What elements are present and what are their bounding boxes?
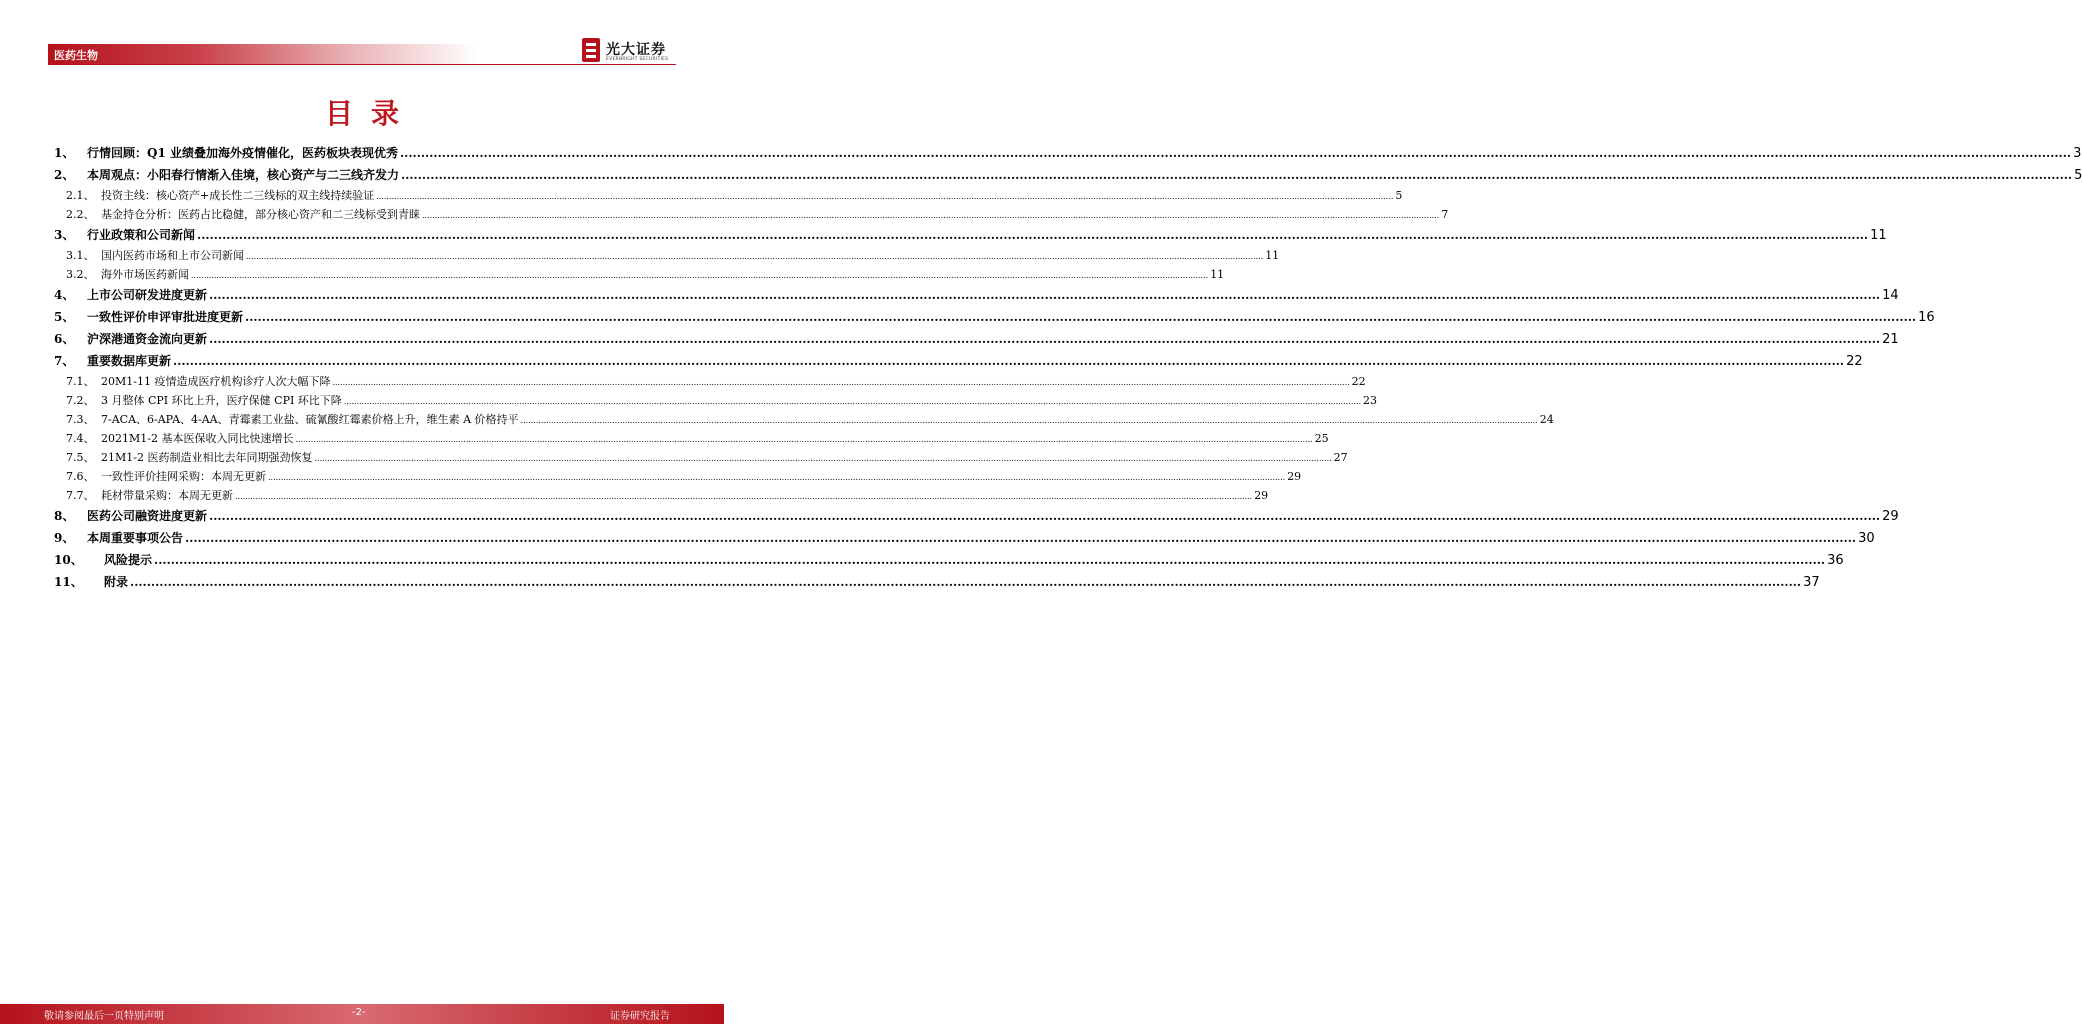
- toc-entry[interactable]: [54, 527, 1875, 549]
- toc-entry-page: 29: [1254, 489, 1269, 502]
- logo-mark-icon: [582, 38, 600, 62]
- toc-subentry[interactable]: [54, 486, 1269, 505]
- header-section-band: [48, 44, 478, 64]
- toc-entry[interactable]: [54, 505, 1899, 527]
- toc-entry-title: 一致性评价申评审批进度更新: [87, 310, 244, 324]
- toc-subentry[interactable]: [54, 372, 1366, 391]
- toc-dot-leader: ................................................................................................................................................................................................................................................................................................................................................................................................................: [209, 509, 1881, 523]
- toc-entry-title: 行业政策和公司新闻: [87, 228, 196, 242]
- toc-entry-page: 25: [1314, 432, 1329, 445]
- toc-entry-number: 3.2、: [66, 268, 95, 281]
- toc-entry-title: 海外市场医药新闻: [101, 268, 189, 281]
- toc-entry-number: 7.7、: [66, 489, 95, 502]
- toc-entry-page: 29: [1287, 470, 1302, 483]
- toc-entry-page: 21: [1882, 332, 1899, 347]
- toc-entry-page: 3: [2073, 146, 2082, 161]
- toc-entry-page: 5: [2074, 168, 2082, 183]
- toc-entry-title: 基金持仓分析：医药占比稳健，部分核心资产和二三线标受到青睐: [101, 208, 420, 221]
- toc-entry-page: 22: [1846, 354, 1863, 369]
- toc-dot-leader: ................................................................................................................................................................................................................................................................................................................................................................................................................: [332, 378, 1350, 387]
- toc-entry-page: 16: [1918, 310, 1935, 325]
- logo-english-name: EVERBRIGHT SECURITIES: [606, 57, 669, 62]
- toc-subentry[interactable]: [54, 205, 1449, 224]
- toc-dot-leader: ................................................................................................................................................................................................................................................................................................................................................................................................................: [246, 252, 1264, 261]
- toc-entry-number: 5、: [54, 310, 75, 324]
- page-title: 目录: [324, 97, 417, 130]
- toc-entry-title: 国内医药市场和上市公司新闻: [101, 249, 244, 262]
- toc-entry-page: 30: [1858, 531, 1875, 546]
- toc-entry-page: 24: [1539, 413, 1554, 426]
- toc-dot-leader: ................................................................................................................................................................................................................................................................................................................................................................................................................: [130, 575, 1802, 589]
- toc-entry[interactable]: [54, 284, 1899, 306]
- toc-entry[interactable]: [54, 306, 1935, 328]
- toc-entry-number: 7.3、: [66, 413, 95, 426]
- toc-entry-page: 36: [1827, 553, 1844, 568]
- toc-entry-number: 7.4、: [66, 432, 95, 445]
- toc-entry-page: 11: [1265, 249, 1280, 262]
- toc-entry-number: 7.5、: [66, 451, 95, 464]
- toc-entry-page: 11: [1210, 268, 1225, 281]
- toc-entry-number: 4、: [54, 288, 75, 302]
- header-divider: [48, 64, 676, 65]
- toc-subentry[interactable]: [54, 467, 1302, 486]
- toc-entry-title: 耗材带量采购：本周无更新: [101, 489, 233, 502]
- toc-entry-page: 14: [1882, 288, 1899, 303]
- footer-report-type: 证券研究报告: [610, 1011, 670, 1022]
- toc-entry-title: 一致性评价挂网采购：本周无更新: [101, 470, 266, 483]
- toc-dot-leader: ................................................................................................................................................................................................................................................................................................................................................................................................................: [401, 168, 2073, 182]
- toc-entry[interactable]: [54, 224, 1887, 246]
- toc-entry-number: 2、: [54, 168, 75, 182]
- toc-entry-number: 6、: [54, 332, 75, 346]
- toc-entry-title: 本周重要事项公告: [87, 531, 184, 545]
- toc-entry-title: 上市公司研发进度更新: [87, 288, 208, 302]
- toc-entry[interactable]: [54, 350, 1863, 372]
- footer-bar: [0, 1004, 724, 1024]
- toc-entry-number: 7.6、: [66, 470, 95, 483]
- toc-entry[interactable]: [54, 328, 1899, 350]
- footer-page-number: -2-: [352, 1007, 366, 1018]
- toc-entry-title: 20M1-11 疫情造成医疗机构诊疗人次大幅下降: [101, 375, 331, 388]
- toc-dot-leader: ................................................................................................................................................................................................................................................................................................................................................................................................................: [343, 397, 1361, 406]
- toc-entry-title: 医药公司融资进度更新: [87, 509, 208, 523]
- toc-entry-title: 行情回顾：Q1 业绩叠加海外疫情催化，医药板块表现优秀: [87, 146, 398, 160]
- toc-subentry[interactable]: [54, 429, 1329, 448]
- toc-dot-leader: ................................................................................................................................................................................................................................................................................................................................................................................................................: [314, 454, 1332, 463]
- toc-dot-leader: ................................................................................................................................................................................................................................................................................................................................................................................................................: [235, 492, 1253, 501]
- toc-dot-leader: ................................................................................................................................................................................................................................................................................................................................................................................................................: [197, 228, 1869, 242]
- toc-entry-title: 沪深港通资金流向更新: [87, 332, 208, 346]
- toc-entry[interactable]: [54, 549, 1844, 571]
- toc-entry-page: 11: [1870, 228, 1887, 243]
- toc-subentry[interactable]: [54, 391, 1377, 410]
- toc-entry-page: 5: [1395, 189, 1403, 202]
- toc-entry-page: 23: [1363, 394, 1377, 407]
- toc-entry-number: 1、: [54, 146, 75, 160]
- toc-entry-title: 7-ACA、6-APA、4-AA、青霉素工业盐、硫氰酸红霉素价格上升，维生素 A 价格持平: [101, 413, 519, 426]
- toc-dot-leader: ................................................................................................................................................................................................................................................................................................................................................................................................................: [376, 192, 1394, 201]
- toc-entry-number: 8、: [54, 509, 75, 523]
- toc-entry-number: 7、: [54, 354, 75, 368]
- toc-entry-title: 2021M1-2 基本医保收入同比快速增长: [101, 432, 294, 445]
- toc-subentry[interactable]: [54, 265, 1225, 284]
- toc-dot-leader: ................................................................................................................................................................................................................................................................................................................................................................................................................: [185, 531, 1857, 545]
- toc-entry-page: 7: [1441, 208, 1449, 221]
- toc-entry-number: 7.1、: [66, 375, 95, 388]
- toc-entry-page: 22: [1351, 375, 1366, 388]
- toc-dot-leader: ................................................................................................................................................................................................................................................................................................................................................................................................................: [268, 473, 1286, 482]
- toc-dot-leader: ................................................................................................................................................................................................................................................................................................................................................................................................................: [399, 146, 2072, 160]
- toc-entry-title: 21M1-2 医药制造业相比去年同期强劲恢复: [101, 451, 313, 464]
- toc-dot-leader: ................................................................................................................................................................................................................................................................................................................................................................................................................: [154, 553, 1826, 567]
- toc-entry-number: 9、: [54, 531, 75, 545]
- logo-chinese-name: 光大证券: [606, 42, 666, 58]
- header-section-label: 医药生物: [54, 49, 98, 62]
- company-logo: [582, 38, 678, 64]
- toc-entry-page: 29: [1882, 509, 1899, 524]
- toc-entry[interactable]: [54, 164, 2082, 186]
- toc-entry[interactable]: [54, 571, 1820, 593]
- footer-disclaimer: 敬请参阅最后一页特别声明: [44, 1011, 164, 1022]
- toc-subentry[interactable]: [54, 448, 1348, 467]
- toc-entry-title: 本周观点：小阳春行情渐入佳境，核心资产与二三线齐发力: [87, 168, 400, 182]
- table-of-contents: [54, 142, 2082, 593]
- toc-subentry[interactable]: [54, 246, 1280, 265]
- toc-dot-leader: ................................................................................................................................................................................................................................................................................................................................................................................................................: [520, 416, 1538, 425]
- toc-subentry[interactable]: [54, 410, 1554, 429]
- toc-dot-leader: ................................................................................................................................................................................................................................................................................................................................................................................................................: [209, 288, 1881, 302]
- toc-dot-leader: ................................................................................................................................................................................................................................................................................................................................................................................................................: [173, 354, 1845, 368]
- toc-entry[interactable]: [54, 142, 2082, 164]
- toc-entry-number: 7.2、: [66, 394, 95, 407]
- toc-entry-title: 风险提示: [104, 553, 153, 567]
- toc-entry-number: 3.1、: [66, 249, 95, 262]
- toc-entry-number: 11、: [54, 575, 83, 589]
- toc-dot-leader: ................................................................................................................................................................................................................................................................................................................................................................................................................: [245, 310, 1917, 324]
- toc-subentry[interactable]: [54, 186, 1403, 205]
- toc-entry-number: 2.1、: [66, 189, 95, 202]
- toc-entry-number: 10、: [54, 553, 83, 567]
- toc-dot-leader: ................................................................................................................................................................................................................................................................................................................................................................................................................: [209, 332, 1881, 346]
- toc-entry-number: 3、: [54, 228, 75, 242]
- toc-entry-title: 重要数据库更新: [87, 354, 172, 368]
- toc-entry-number: 2.2、: [66, 208, 95, 221]
- toc-entry-page: 27: [1333, 451, 1348, 464]
- toc-entry-title: 3 月整体 CPI 环比上升，医疗保健 CPI 环比下降: [101, 394, 342, 407]
- toc-entry-title: 附录: [104, 575, 129, 589]
- toc-dot-leader: ................................................................................................................................................................................................................................................................................................................................................................................................................: [191, 271, 1209, 280]
- toc-entry-page: 37: [1803, 575, 1820, 590]
- toc-dot-leader: ................................................................................................................................................................................................................................................................................................................................................................................................................: [295, 435, 1313, 444]
- toc-dot-leader: ................................................................................................................................................................................................................................................................................................................................................................................................................: [422, 211, 1440, 220]
- toc-entry-title: 投资主线：核心资产+成长性二三线标的双主线持续验证: [101, 189, 375, 202]
